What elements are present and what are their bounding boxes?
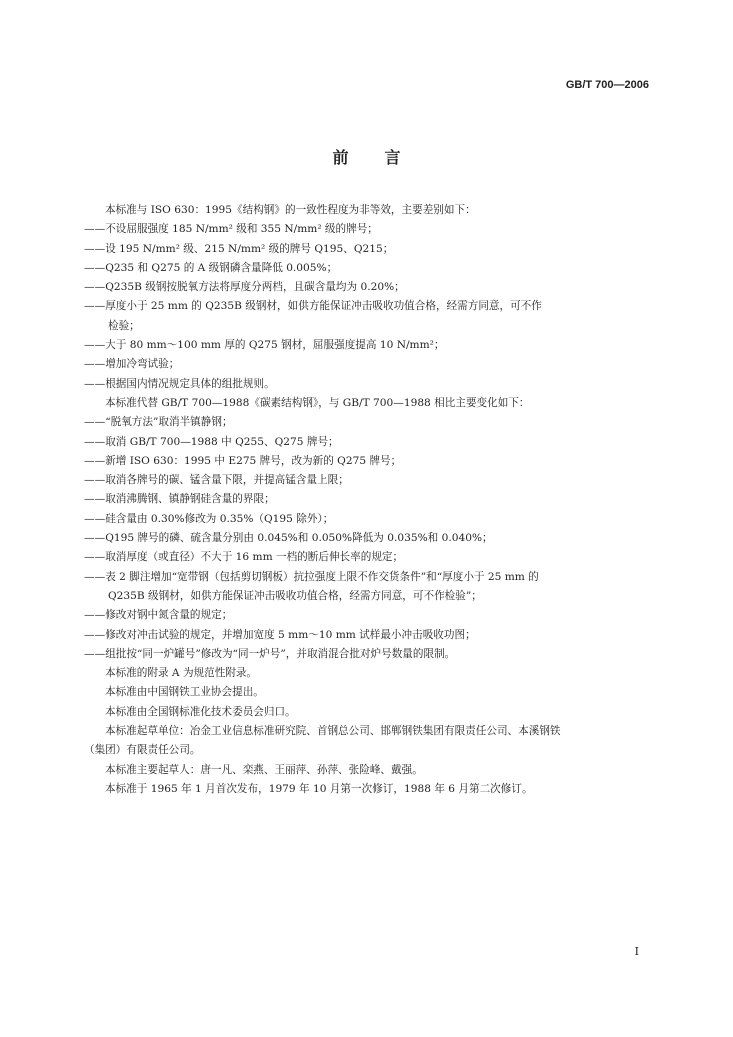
- list-item: ——修改对钢中氮含量的规定；: [84, 609, 233, 622]
- list-item: ——厚度小于 25 mm 的 Q235B 级钢材，如供方能保证冲击吸收功值合格，经需方同意，可不作: [84, 300, 542, 313]
- drafting-units-continuation: （集团）有限责任公司。: [84, 744, 201, 757]
- list-item: ——硅含量由 0.30%修改为 0.35%（Q195 除外）；: [84, 512, 334, 525]
- list-item: ——修改对冲击试验的规定，并增加宽度 5 mm～10 mm 试样最小冲击吸收功图；: [84, 628, 476, 641]
- list-item: ——“脱氧方法”取消半镇静钢；: [84, 416, 233, 429]
- standard-number: GB/T 700—2006: [565, 79, 649, 91]
- list-item: ——设 195 N/mm² 级、215 N/mm² 级的牌号 Q195、Q215；: [84, 242, 394, 255]
- list-item: ——Q235 和 Q275 的 A 级钢磷含量降低 0.005%；: [84, 261, 338, 274]
- list-item: ——取消沸腾钢、镇静钢硅含量的界限；: [84, 493, 275, 506]
- list-item-continuation: Q235B 级钢材，如供方能保证冲击吸收功值合格，经需方同意，可不作检验”；: [108, 589, 482, 602]
- foreword-body: [84, 201, 650, 799]
- list-item: ——增加冷弯试验；: [84, 358, 180, 371]
- title-part-1: 前: [332, 148, 349, 167]
- list-item: ——取消厚度（或直径）不大于 16 mm 一档的断后伸长率的规定；: [84, 551, 404, 564]
- page-number: I: [634, 945, 639, 958]
- list-item: ——Q195 牌号的磷、硫含量分别由 0.045%和 0.050%降低为 0.035%和 0.040%；: [84, 532, 493, 545]
- list-item-continuation: 检验；: [108, 319, 140, 332]
- list-item: ——表 2 脚注增加“宽带钢（包括剪切钢板）抗拉强度上限不作交货条件”和“厚度小于 25 mm 的: [84, 570, 539, 583]
- page-title: [0, 145, 733, 168]
- intro-paragraph-1: 本标准与 ISO 630：1995《结构钢》的一致性程度为非等效，主要差别如下：: [105, 204, 476, 216]
- list-item: ——Q235B 级钢按脱氧方法将厚度分两档，且碳含量均为 0.20%；: [84, 281, 405, 294]
- list-item: ——取消 GB/T 700—1988 中 Q255、Q275 牌号；: [84, 435, 339, 448]
- history-paragraph: 本标准于 1965 年 1 月首次发布，1979 年 10 月第一次修订，1988 年 6 月第二次修订。: [105, 782, 533, 795]
- changes-list: [84, 413, 650, 664]
- title-part-2: 言: [384, 148, 401, 167]
- list-item: ——取消各牌号的碳、锰含量下限，并提高锰含量上限；: [84, 474, 349, 487]
- list-item: ——根据国内情况规定具体的组批规则。: [84, 377, 275, 390]
- drafting-units-paragraph: 本标准起草单位：冶金工业信息标准研究院、首钢总公司、邯郸钢铁集团有限责任公司、本溪钢铁: [105, 725, 561, 738]
- appendix-paragraph: 本标准的附录 A 为规范性附录。: [105, 667, 258, 680]
- differences-list: [84, 220, 650, 394]
- list-item: ——组批按“同一炉罐号”修改为“同一炉号”，并取消混合批对炉号数量的限制。: [84, 647, 456, 660]
- list-item: ——不设屈服强度 185 N/mm² 级和 355 N/mm² 级的牌号；: [84, 223, 378, 236]
- centralized-paragraph: 本标准由全国钢标准化技术委员会归口。: [105, 705, 296, 718]
- intro-paragraph-2: 本标准代替 GB/T 700—1988《碳素结构钢》，与 GB/T 700—1988 相比主要变化如下：: [105, 396, 530, 409]
- list-item: ——新增 ISO 630：1995 中 E275 牌号，改为新的 Q275 牌号；: [84, 454, 402, 467]
- list-item: ——大于 80 mm～100 mm 厚的 Q275 钢材，屈服强度提高 10 N/mm²；: [84, 339, 445, 352]
- drafters-paragraph: 本标准主要起草人：唐一凡、栾燕、王丽萍、孙萍、张险峰、戴强。: [105, 763, 423, 776]
- proposed-paragraph: 本标准由中国钢铁工业协会提出。: [105, 686, 264, 699]
